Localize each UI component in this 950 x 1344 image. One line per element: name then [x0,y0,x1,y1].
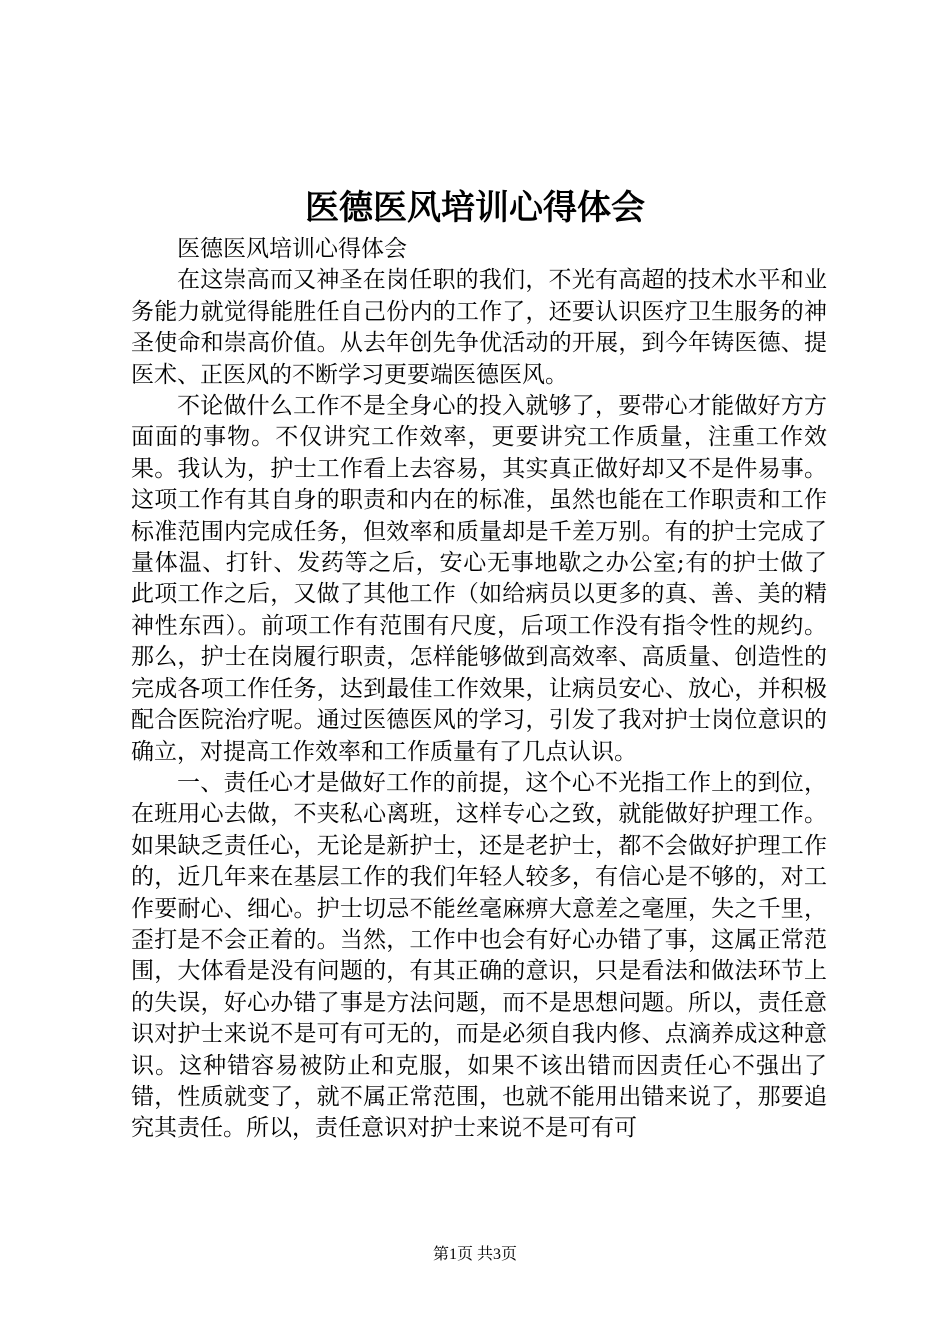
paragraph-intro: 在这崇高而又神圣在岗任职的我们，不光有高超的技术水平和业务能力就觉得能胜任自己份内的工作了，还要认识医疗卫生服务的神圣使命和崇高价值。从去年创先争优活动的开展，到今年铸医德、提医术、正医风的不断学习更要端医德医风。 [131,267,827,388]
paragraph-subtitle: 医德医风培训心得体会 [177,236,407,262]
page-number-footer: 第1页 共3页 [432,1246,517,1263]
document-body [131,234,827,1145]
paragraph-responsibility: 一、责任心才是做好工作的前提，这个心不光指工作上的到位，在班用心去做，不夹私心离班，这样专心之致，就能做好护理工作。如果缺乏责任心，无论是新护士，还是老护士，都不会做好护理工作的，近几年来在基层工作的我们年轻人较多，有信心是不够的，对工作要耐心、细心。护士切忌不能丝毫麻痹大意差之毫厘，失之千里，歪打是不会正着的。当然，工作中也会有好心办错了事，这属正常范围，大体看是没有问题的，有其正确的意识，只是看法和做法环节上的失误，好心办错了事是方法问题，而不是思想问题。所以，责任意识对护士来说不是可有可无的，而是必须自我内修、点滴养成这种意识。这种错容易被防止和克服，如果不该出错而因责任心不强出了错，性质就变了，就不属正常范围，也就不能用出错来说了，那要追究其责任。所以，责任意识对护士来说不是可有可 [131,769,827,1142]
document-title: 医德医风培训心得体会 [305,188,645,228]
paragraph-work-quality: 不论做什么工作不是全身心的投入就够了，要带心才能做好方方面面的事物。不仅讲究工作效率，更要讲究工作质量，注重工作效果。我认为，护士工作看上去容易，其实真正做好却又不是件易事。这项工作有其自身的职责和内在的标准，虽然也能在工作职责和工作标准范围内完成任务，但效率和质量却是千差万别。有的护士完成了量体温、打针、发药等之后，安心无事地歇之办公室;有的护士做了此项工作之后，又做了其他工作（如给病员以更多的真、善、美的精神性东西）。前项工作有范围有尺度，后项工作没有指令性的规约。那么，护士在岗履行职责，怎样能够做到高效率、高质量、创造性的完成各项工作任务，达到最佳工作效果，让病员安心、放心，并积极配合医院治疗呢。通过医德医风的学习，引发了我对护士岗位意识的确立，对提高工作效率和工作质量有了几点认识。 [131,393,827,765]
